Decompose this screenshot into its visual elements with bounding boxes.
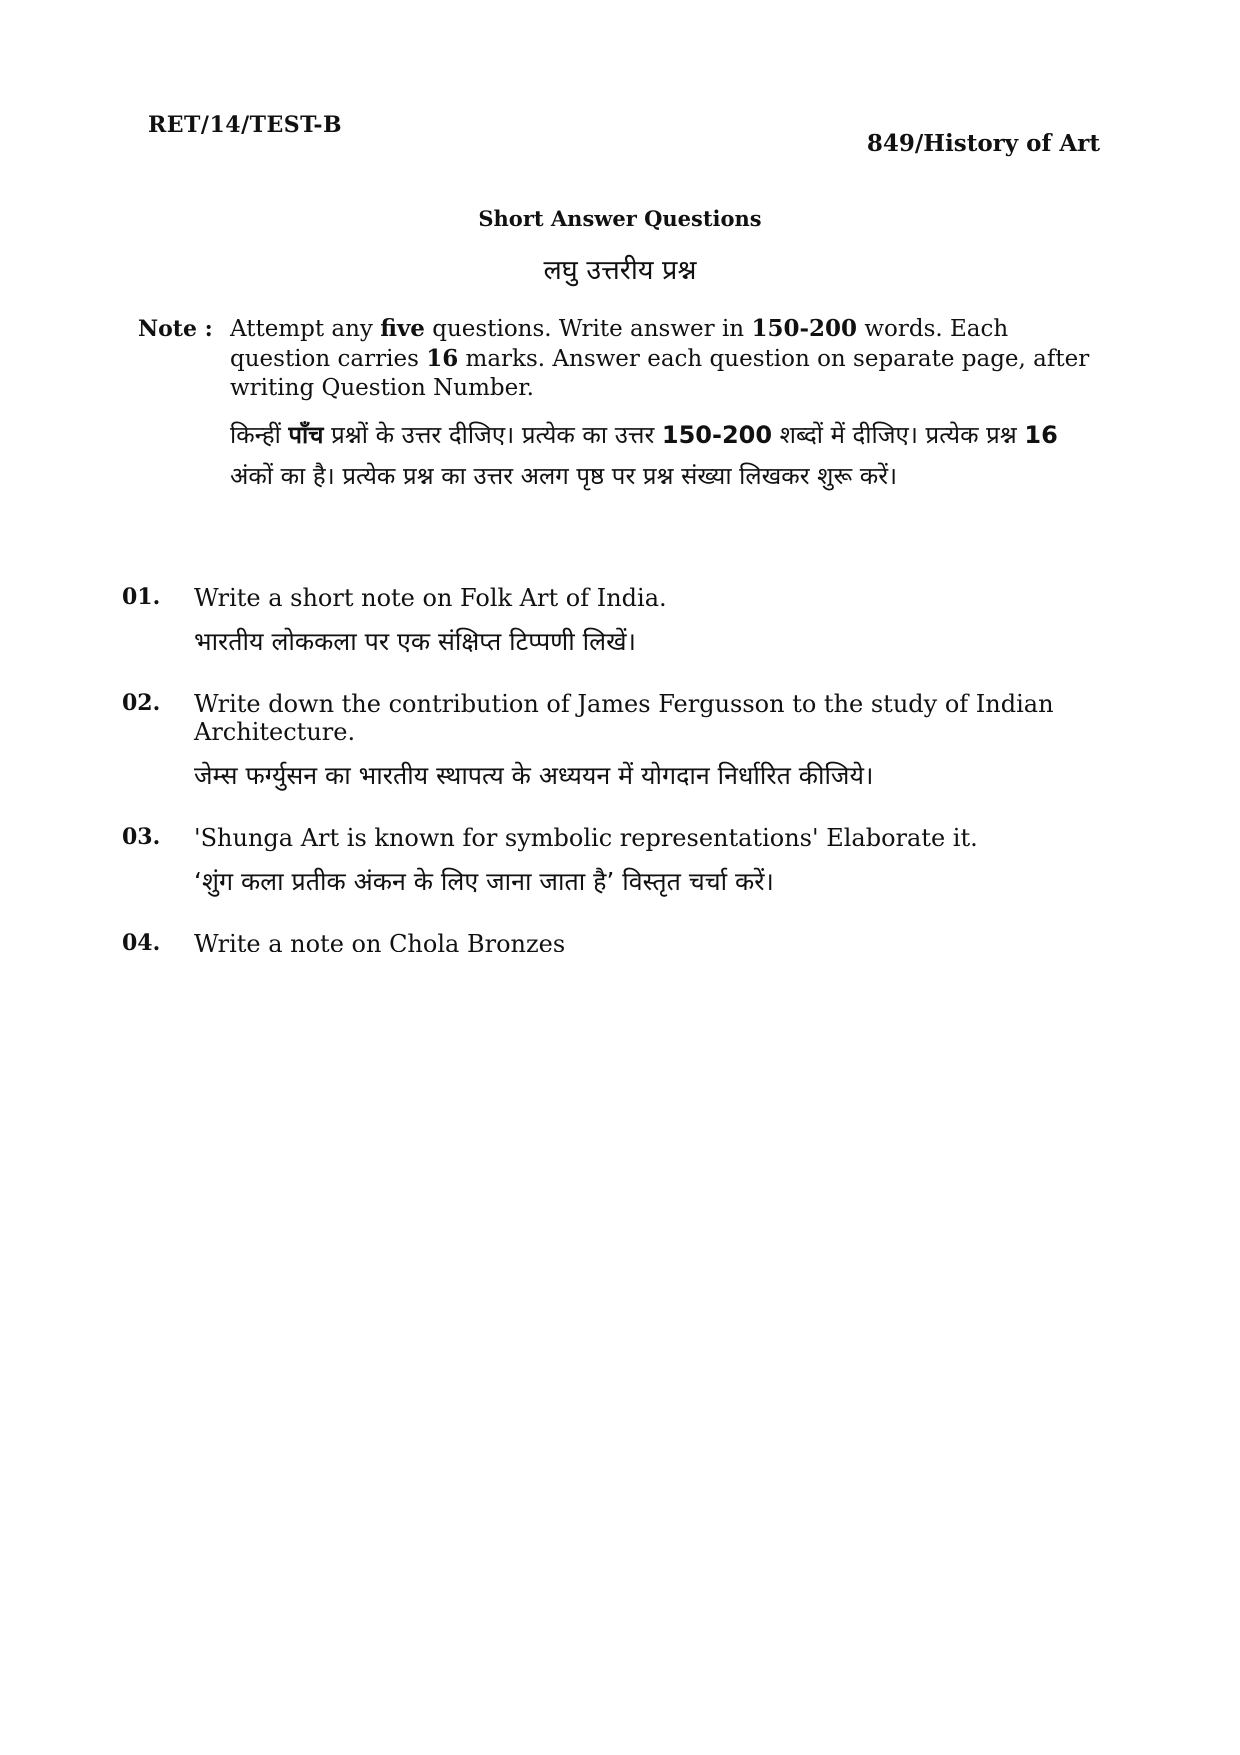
question-number: 01. (122, 584, 161, 610)
note-hindi: किन्हीं पाँच प्रश्नों के उत्तर दीजिए। प्रत्येक का उत्तर 150-200 शब्दों में दीजिए। प्रत्येक प्रश्न 16 अंकों का है। प्रत्येक प्रश्न का उत्तर अलग पृष्ठ पर प्रश्न संख्या लिखकर शुरू करें। (230, 421, 1058, 490)
question-hindi: भारतीय लोककला पर एक संक्षिप्त टिप्पणी लिखें। (194, 627, 637, 656)
question-item (122, 824, 1102, 898)
question-english: Write a note on Chola Bronzes (194, 930, 566, 952)
paper-code: RET/14/TEST-B (148, 112, 343, 138)
question-item (122, 584, 1102, 658)
question-item-cut-off (122, 930, 1102, 952)
question-number: 04. (122, 930, 161, 952)
question-list (122, 584, 1102, 984)
note-label: Note : (138, 316, 213, 342)
question-hindi: ‘शुंग कला प्रतीक अंकन के लिए जाना जाता है’ विस्तृत चर्चा करें। (194, 867, 774, 896)
question-item (122, 690, 1102, 792)
question-english: Write a short note on Folk Art of India. (194, 584, 667, 612)
question-english: 'Shunga Art is known for symbolic representations' Elaborate it. (194, 824, 978, 852)
note-english: Attempt any five questions. Write answer in 150-200 words. Each question carries 16 marks. Answer each question on separate page, after writing Question Number. (230, 315, 1090, 401)
instructions-note (138, 314, 1098, 497)
subject-code: 849/History of Art (866, 130, 1100, 157)
question-english: Write down the contribution of James Fergusson to the study of Indian Architecture. (194, 690, 1054, 746)
section-title-english: Short Answer Questions (478, 206, 762, 231)
question-number: 02. (122, 690, 161, 716)
question-hindi: जेम्स फर्ग्युसन का भारतीय स्थापत्य के अध्ययन में योगदान निर्धारित कीजिये। (194, 761, 874, 790)
section-title-hindi: लघु उत्तरीय प्रश्न (543, 255, 697, 286)
question-number: 03. (122, 824, 161, 850)
